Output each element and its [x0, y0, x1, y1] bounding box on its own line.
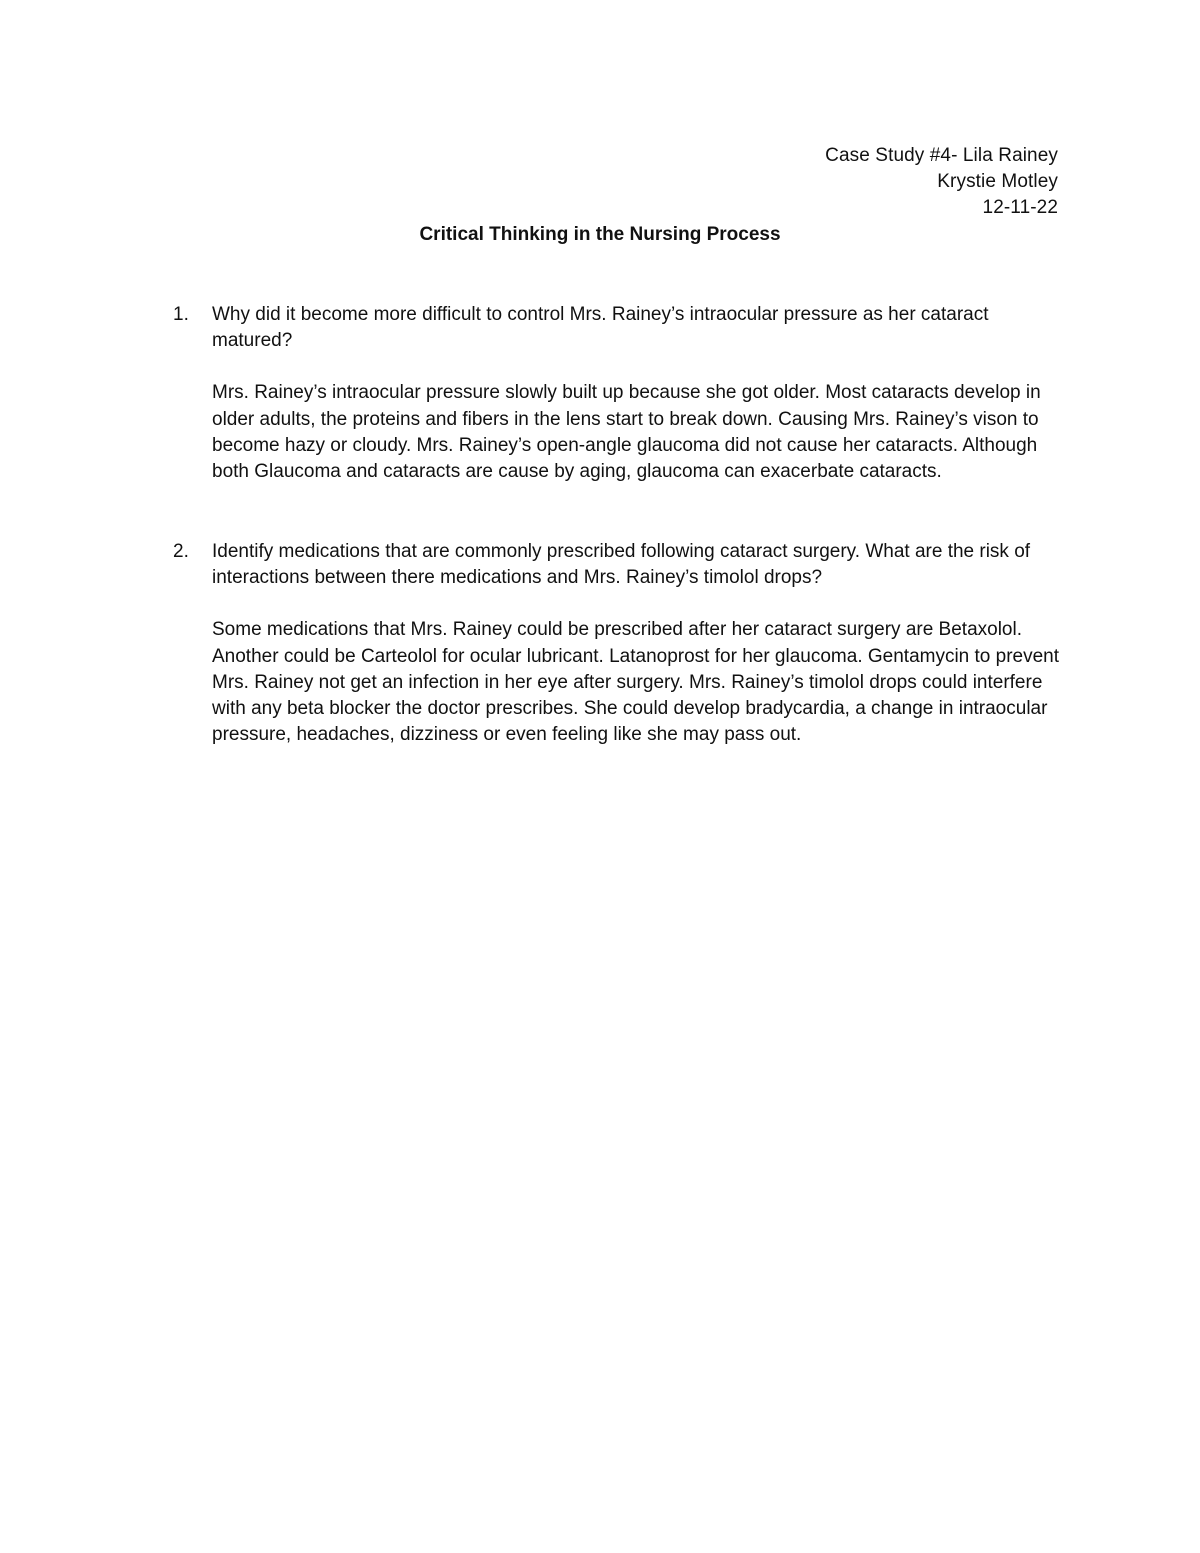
answer-text: Some medications that Mrs. Rainey could be prescribed after her cataract surgery are Betaxolol. Another could be Carteolol for ocular lubricant. Latanoprost for her glaucoma. Gentamycin to prevent Mrs. Rainey not get an infection in her eye after surgery. Mrs. Rainey’s timolol drops could interfere with any beta blocker the doctor prescribes. She could develop bradycardia, a change in intraocular pressure, headaches, dizziness or even feeling like she may pass out.	[212, 619, 1060, 746]
document-header	[825, 143, 1058, 221]
document-date: 12-11-22	[982, 197, 1058, 218]
question-number: 1.	[173, 304, 189, 325]
question-text: Why did it become more difficult to control Mrs. Rainey’s intraocular pressure as her cataract matured?	[212, 304, 989, 352]
case-study-label: Case Study #4- Lila Rainey	[825, 145, 1058, 166]
question-body	[212, 539, 1063, 748]
question-number: 2.	[173, 541, 189, 562]
answer-text: Mrs. Rainey’s intraocular pressure slowly built up because she got older. Most cataracts develop in older adults, the proteins and fibers in the lens start to break down. Causing Mrs. Rainey’s vison to become hazy or cloudy. Mrs. Rainey’s open-angle glaucoma did not cause her cataracts. Although both Glaucoma and cataracts are cause by aging, glaucoma can exacerbate cataracts.	[212, 382, 1041, 483]
question-item-2	[173, 539, 1063, 748]
question-body	[212, 302, 1063, 485]
document-title: Critical Thinking in the Nursing Process	[419, 224, 781, 245]
author-name: Krystie Motley	[937, 171, 1058, 192]
question-item-1	[173, 302, 1063, 485]
question-text: Identify medications that are commonly prescribed following cataract surgery. What are the risk of interactions between there medications and Mrs. Rainey’s timolol drops?	[212, 541, 1031, 589]
